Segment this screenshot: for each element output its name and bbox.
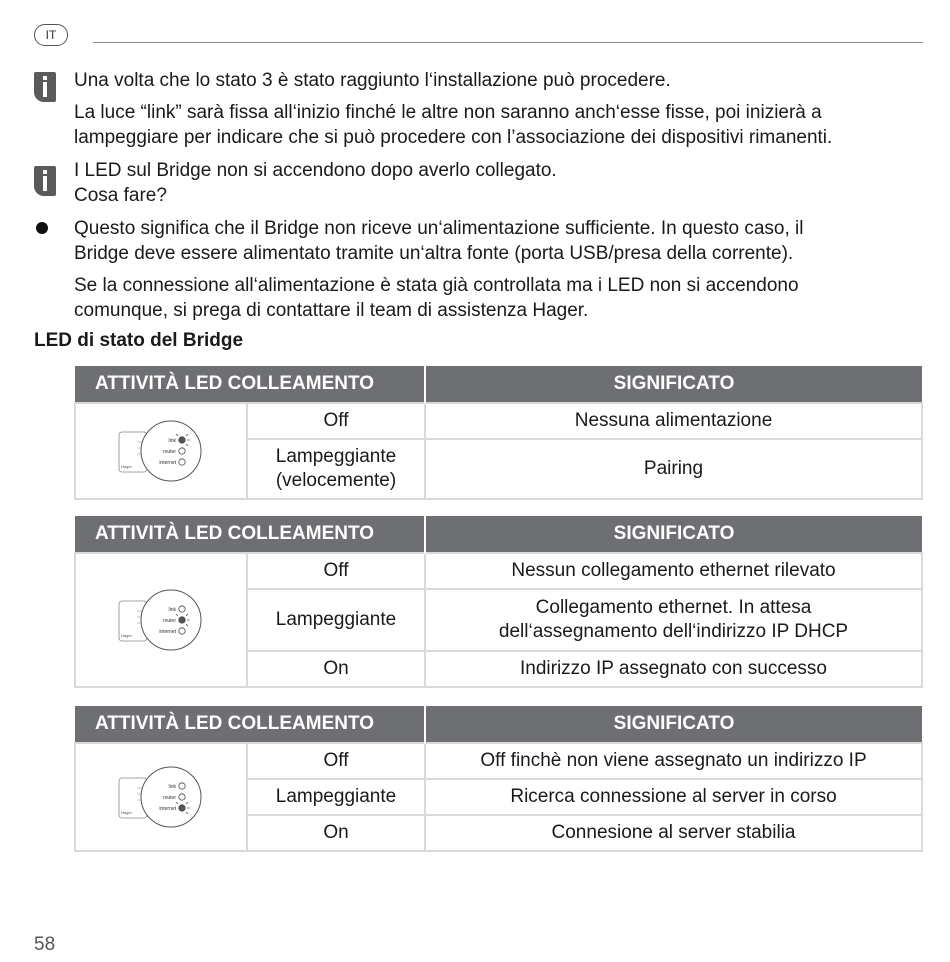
meaning-cell: Nessun collegamento ethernet rilevato [425, 553, 922, 589]
brand-label: Hager [121, 633, 132, 638]
activity-cell: Lampeggiante [247, 779, 425, 815]
led-diagram-cell [75, 743, 247, 851]
info-icon [34, 72, 56, 102]
meaning-cell: Off finchè non viene assegnato un indirizzo IP [425, 743, 922, 779]
activity-cell: Off [247, 743, 425, 779]
led-label: internet [159, 629, 176, 635]
meaning-cell: Collegamento ethernet. In attesa dell‘assegnamento dell‘indirizzo IP DHCP [425, 589, 922, 651]
led-diagram-cell [75, 403, 247, 499]
header-activity: ATTIVITÀ LED COLLEAMENTO [75, 366, 425, 403]
led-indicator [179, 628, 185, 634]
led-indicator [179, 448, 185, 454]
activity-cell: On [247, 651, 425, 687]
led-indicator [179, 606, 185, 612]
bridge-led-diagram-icon [115, 418, 207, 484]
led-indicator [179, 805, 185, 811]
led-status-table [74, 706, 923, 852]
led-indicator [179, 783, 185, 789]
led-label: link [168, 784, 176, 790]
meaning-cell: Connesione al server stabilia [425, 815, 922, 851]
activity-cell: Off [247, 403, 425, 439]
bullet-text: comunque, si prega di contattare il team di assistenza Hager. [74, 300, 589, 321]
led-label: internet [159, 806, 176, 812]
led-indicator [179, 459, 185, 465]
note-text: lampeggiare per indicare che si può procedere con l’associazione dei dispositivi rimanenti. [74, 127, 833, 148]
info-icon [34, 166, 56, 196]
bullet-text: Bridge deve essere alimentato tramite un‘altra fonte (porta USB/presa della corrente). [74, 243, 794, 264]
activity-cell: Lampeggiante [247, 589, 425, 651]
activity-cell: On [247, 815, 425, 851]
activity-cell: Lampeggiante (velocemente) [247, 439, 425, 499]
led-label: router [162, 618, 176, 624]
bridge-led-diagram-icon [115, 764, 207, 830]
header-meaning: SIGNIFICATO [425, 516, 922, 553]
led-status-table [74, 516, 923, 688]
brand-label: Hager [121, 810, 132, 815]
bridge-led-diagram-icon [115, 587, 207, 653]
header-rule [93, 42, 923, 43]
led-diagram-cell [75, 553, 247, 687]
language-badge: IT [34, 24, 68, 46]
led-indicator [179, 617, 185, 623]
led-indicator [179, 437, 185, 443]
meaning-cell: Nessuna alimentazione [425, 403, 922, 439]
section-title: LED di stato del Bridge [34, 330, 244, 351]
bullet-icon [36, 222, 48, 234]
bullet-text: Questo significa che il Bridge non riceve un‘alimentazione sufficiente. In questo caso, il [74, 218, 804, 239]
led-label: router [162, 795, 176, 801]
led-label: internet [159, 460, 176, 466]
brand-label: Hager [121, 464, 132, 469]
led-label: link [168, 607, 176, 613]
page-number: 58 [34, 934, 56, 955]
led-label: link [168, 438, 176, 444]
header-activity: ATTIVITÀ LED COLLEAMENTO [75, 516, 425, 553]
led-label: router [162, 449, 176, 455]
meaning-cell: Pairing [425, 439, 922, 499]
note-text: Cosa fare? [74, 185, 167, 206]
led-status-table [74, 366, 923, 500]
note-text: Una volta che lo stato 3 è stato raggiunto l‘installazione può procedere. [74, 70, 671, 91]
header-meaning: SIGNIFICATO [425, 366, 922, 403]
activity-cell: Off [247, 553, 425, 589]
header-activity: ATTIVITÀ LED COLLEAMENTO [75, 706, 425, 743]
led-indicator [179, 794, 185, 800]
bullet-text: Se la connessione all‘alimentazione è stata già controllata ma i LED non si accendono [74, 275, 799, 296]
note-text: La luce “link” sarà fissa all‘inizio finché le altre non saranno anch‘esse fisse, poi inizierà a [74, 102, 822, 123]
note-text: I LED sul Bridge non si accendono dopo averlo collegato. [74, 160, 557, 181]
header-meaning: SIGNIFICATO [425, 706, 922, 743]
meaning-cell: Indirizzo IP assegnato con successo [425, 651, 922, 687]
meaning-cell: Ricerca connessione al server in corso [425, 779, 922, 815]
